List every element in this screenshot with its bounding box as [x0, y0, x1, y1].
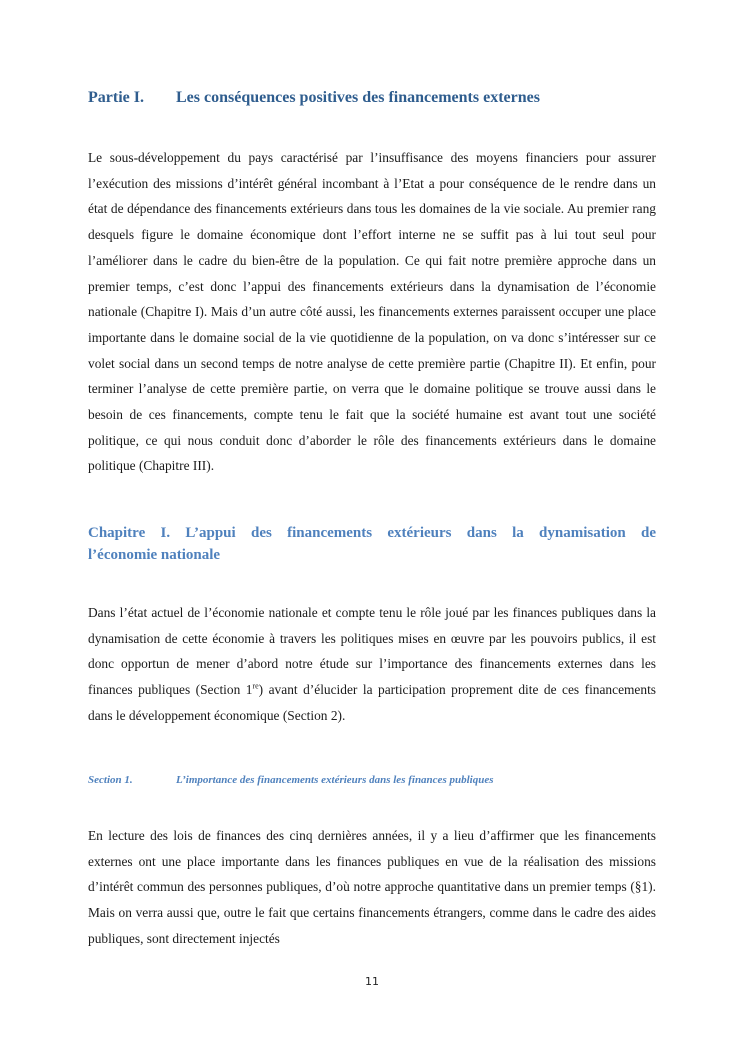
section-title-text: L’importance des financements extérieurs dans les finances publiques [176, 774, 494, 786]
part-title-text: Les conséquences positives des financements externes [176, 89, 540, 106]
chapter-paragraph-text-a: Dans l’état actuel de l’économie nationale et compte tenu le rôle joué par les finances publiques dans la dynamisation de cette économie à travers les politiques mises en œuvre par les pouvoirs publics, il est donc opportun de mener d’abord notre étude sur l’importance des financements externes dans les finances publiques (Section 1 [88, 605, 656, 698]
intro-paragraph: Le sous-développement du pays caractérisé par l’insuffisance des moyens financiers pour assurer l’exécution des missions d’intérêt général incombant à l’Etat a pour conséquence de le rendre dans un état de dépendance des financements extérieurs dans tous les domaines de la vie sociale. Au premier rang desquels figure le domaine économique dont l’effort interne ne se suffit pas à lui tout seul pour l’améliorer dans le cadre du bien-être de la population. Ce qui fait notre première approche dans un premier temps, c’est donc l’appui des financements extérieurs dans la dynamisation de l’économie nationale (Chapitre I). Mais d’un autre côté aussi, les financements externes paraissent occuper une place importante dans le domaine social de la vie quotidienne de la population, on va donc s’intéresser sur ce volet social dans un second temps de notre analyse de cette première partie (Chapitre II). Et enfin, pour terminer l’analyse de cette première partie, on verra que le domaine politique se trouve aussi dans le besoin de ces financements, compte tenu le fait que la société humaine est avant tout une société politique, ce qui nous conduit donc d’aborder le rôle des financements extérieurs dans le domaine politique (Chapitre III). [88, 150, 656, 474]
section-number: Section 1. [88, 774, 133, 786]
part-heading [88, 89, 668, 107]
chapter-title-line1: Chapitre I. L’appui des financements extérieurs dans la dynamisation de [88, 525, 656, 541]
chapter-heading [88, 522, 656, 566]
section-paragraph: En lecture des lois de finances des cinq dernières années, il y a lieu d’affirmer que les financements externes ont une place importante dans les finances publiques en vue de la réalisation des missions d’intérêt commun des personnes publiques, d’où notre approche quantitative dans un premier temps (§1). Mais on verra aussi que, outre le fait que certains financements étrangers, comme dans le cadre des aides publiques, sont directement injectés [88, 828, 656, 946]
page-number: 11 [365, 975, 379, 988]
chapter-paragraph-text-b: ) avant d’élucider la participation proprement dite de ces financements dans le développement économique (Section 2). [88, 682, 657, 723]
section-heading [88, 774, 656, 786]
chapter-title-line2: l’économie nationale [88, 547, 221, 563]
superscript-re: re [252, 681, 259, 691]
chapter-intro-paragraph [88, 600, 656, 729]
part-number: Partie I. [88, 89, 144, 106]
